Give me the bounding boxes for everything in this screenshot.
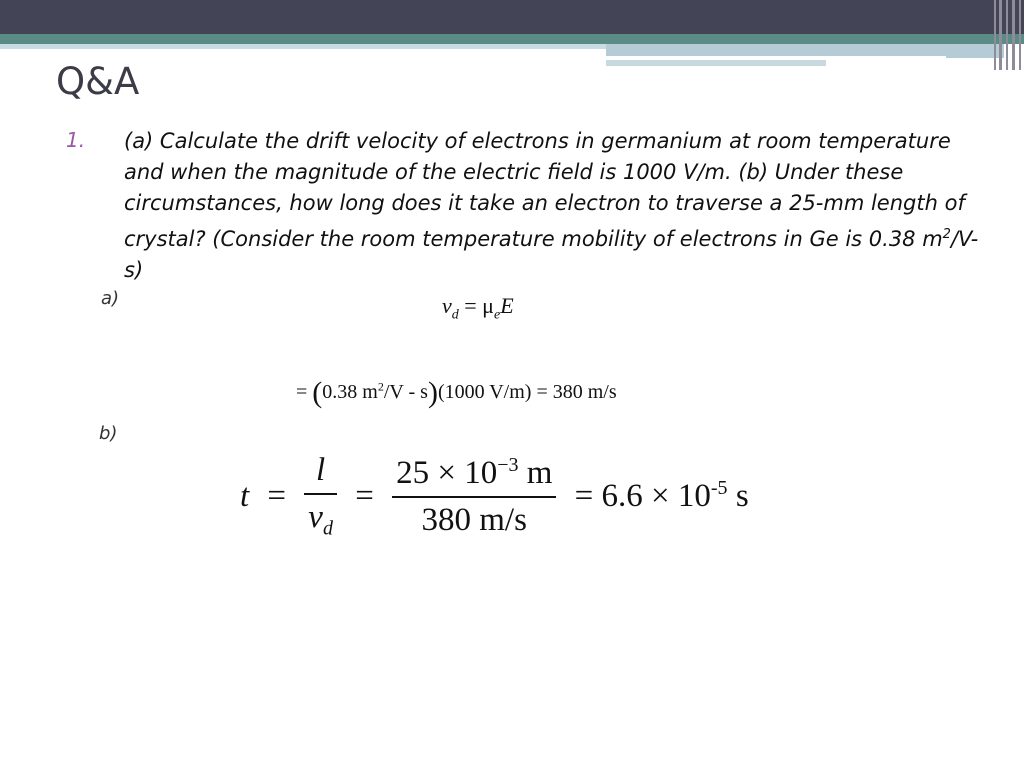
drift-velocity-calculation [296,376,617,410]
drift-velocity-formula [442,293,514,323]
eq3-frac1-den [304,493,337,541]
header-bar-dark [0,0,1024,34]
part-b-label: b) [99,423,118,444]
eq3-lhs: t [240,477,250,514]
question-text [124,126,984,286]
eq2-open-paren: ( [312,376,323,409]
eq3-frac1-num: l [316,452,326,488]
eq3-result-value: = 6.6 × 10 [574,478,711,515]
eq3-frac2-num-sup: −3 [497,453,519,476]
eq3-result-unit: s [727,478,749,515]
eq2-close-paren: ) [427,376,438,409]
part-a-label: a) [101,288,120,309]
eq3-result [575,477,749,515]
eq3-frac2-num-value: 25 × 10 [396,454,498,491]
eq2-prefix: = [296,381,308,403]
question-text-end: /V-s) [124,227,979,282]
eq2-rest: (1000 V/m) = 380 m/s [437,381,617,403]
slide-title: Q&A [56,60,140,103]
eq3-fraction-2 [392,454,556,539]
eq1-rhs-sub: e [493,307,501,323]
eq3-result-sup: -5 [710,477,728,500]
eq3-frac2-num [392,454,556,496]
eq3-frac1-den-sub: d [322,517,333,540]
header-bar-teal [0,34,1024,44]
eq3-equals-2: = [355,477,374,514]
header-vertical-stripes [990,0,1024,70]
eq3-frac2-den: 380 m/s [392,496,556,539]
eq2-inner: 0.38 m [322,381,378,403]
question-superscript: 2 [942,227,951,242]
question-number: 1. [66,128,86,152]
eq1-lhs: v [442,293,452,318]
header-bar-line [606,56,946,58]
eq3-fraction-1 [304,452,337,541]
header-bar-light-left [0,44,606,49]
eq3-frac2-num-unit: m [518,454,553,491]
eq1-rhs: = μ [464,293,494,318]
eq1-lhs-sub: d [451,307,459,323]
eq3-frac1-den-var: v [308,499,323,535]
transit-time-calculation [240,452,820,552]
eq2-inner-rest: /V - s [383,381,428,403]
eq2-sup: 2 [377,379,384,394]
question-text-main: (a) Calculate the drift velocity of electrons in germanium at room temperature and when the magnitude of the electric field is 1000 V/m. (b) Under these circumstances, how long does it take an electron to traverse a 25-mm length of crystal? (Consider the room temperature mobility of electrons in Ge is 0.38 m [124,129,965,251]
header-bar-light-right-lower [606,60,826,66]
eq1-rhs-var: E [500,293,514,318]
eq3-equals-1: = [267,477,287,514]
